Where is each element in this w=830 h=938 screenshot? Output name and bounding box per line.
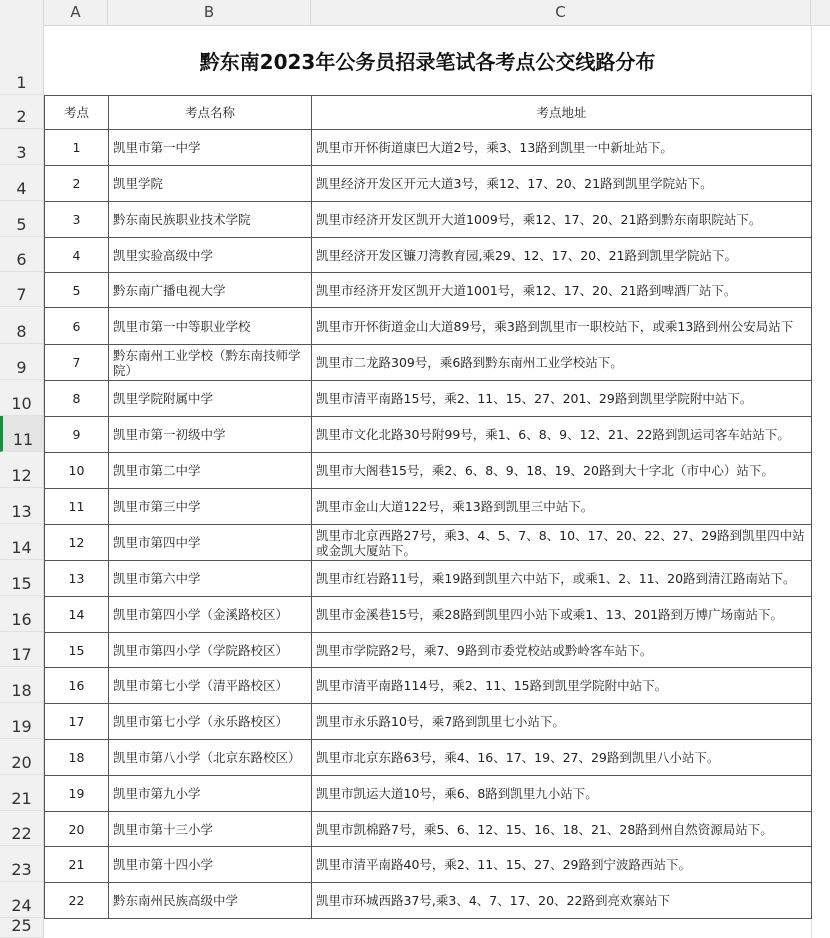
cell-num[interactable]: 21 (45, 847, 109, 883)
cell-num[interactable]: 3 (45, 202, 109, 238)
cell-name[interactable]: 凯里市第六中学 (109, 561, 312, 597)
row-header-18[interactable]: 18 (0, 667, 43, 703)
cell-addr[interactable]: 凯里市环城西路37号,乘3、4、7、17、20、22路到亮欢寨站下 (312, 883, 812, 919)
table-row (45, 381, 812, 417)
table-row (45, 489, 812, 525)
row-header-4[interactable]: 4 (0, 165, 43, 201)
cell-addr[interactable]: 凯里市北京西路27号，乘3、4、5、7、8、10、17、20、22、27、29路到凯里四中站或金凯大厦站下。 (312, 525, 812, 561)
row-header-9[interactable]: 9 (0, 344, 43, 380)
cell-addr[interactable]: 凯里市经济开发区凯开大道1001号，乘12、17、20、21路到啤酒厂站下。 (312, 273, 812, 308)
cell-name[interactable]: 凯里市第三中学 (109, 489, 312, 525)
cell-name[interactable]: 黔东南广播电视大学 (109, 273, 312, 308)
cell-num[interactable]: 5 (45, 273, 109, 308)
table-row (45, 345, 812, 381)
row-header-20[interactable]: 20 (0, 739, 43, 775)
row-header-22[interactable]: 22 (0, 811, 43, 846)
cell-num[interactable]: 19 (45, 776, 109, 812)
column-header-b[interactable]: B (108, 0, 311, 25)
cell-addr[interactable]: 凯里市文化北路30号附99号，乘1、6、8、9、12、21、22路到凯运司客车站站下。 (312, 417, 812, 453)
cell-addr[interactable]: 凯里市北京东路63号，乘4、16、17、19、27、29路到凯里八小站下。 (312, 740, 812, 776)
row-header-2[interactable]: 2 (0, 95, 43, 129)
row-header-8[interactable]: 8 (0, 307, 43, 344)
cell-addr[interactable]: 凯里市金溪巷15号，乘28路到凯里四小站下或乘1、13、201路到万博广场南站下。 (312, 597, 812, 633)
row-header-24[interactable]: 24 (0, 882, 43, 918)
cell-name[interactable]: 凯里市第四小学（学院路校区） (109, 633, 312, 668)
cell-addr[interactable]: 凯里市凯棉路7号，乘5、6、12、15、16、18、21、28路到州自然资源局站下。 (312, 812, 812, 847)
cell-num[interactable]: 1 (45, 130, 109, 166)
table-row (45, 238, 812, 273)
table-header-row (45, 96, 812, 130)
table-row (45, 202, 812, 238)
cell-name[interactable]: 凯里市第四中学 (109, 525, 312, 561)
cell-num[interactable]: 2 (45, 166, 109, 202)
cell-name[interactable]: 凯里市第一初级中学 (109, 417, 312, 453)
cell-num[interactable]: 17 (45, 704, 109, 740)
table-row (45, 561, 812, 597)
table-row (45, 417, 812, 453)
cell-name[interactable]: 黔东南州民族高级中学 (109, 883, 312, 919)
table-row (45, 668, 812, 704)
column-header-c[interactable]: C (311, 0, 811, 25)
cell-name[interactable]: 凯里实验高级中学 (109, 238, 312, 273)
cell-addr[interactable]: 凯里市凯运大道10号，乘6、8路到凯里九小站下。 (312, 776, 812, 812)
column-header-a[interactable]: A (44, 0, 108, 25)
cell-addr[interactable]: 凯里市学院路2号，乘7、9路到市委党校站或黔岭客车站下。 (312, 633, 812, 668)
cell-num[interactable]: 20 (45, 812, 109, 847)
corner-cell[interactable] (0, 0, 44, 25)
cell-num[interactable]: 12 (45, 525, 109, 561)
sheet-title[interactable]: 黔东南2023年公务员招录笔试各考点公交线路分布 (199, 49, 656, 74)
table-row (45, 883, 812, 919)
cell-num[interactable]: 7 (45, 345, 109, 381)
row-header-11[interactable]: 11 (0, 416, 43, 452)
table-row (45, 704, 812, 740)
header-addr[interactable]: 考点地址 (312, 96, 812, 130)
cell-num[interactable]: 11 (45, 489, 109, 525)
table-row (45, 130, 812, 166)
row-header-14[interactable]: 14 (0, 524, 43, 560)
cell-addr[interactable]: 凯里市开怀街道金山大道89号，乘3路到凯里市一职校站下，或乘13路到州公安局站下 (312, 308, 812, 345)
table-row (45, 776, 812, 812)
cell-name[interactable]: 凯里市第一中等职业学校 (109, 308, 312, 345)
cell-num[interactable]: 18 (45, 740, 109, 776)
table-row (45, 812, 812, 847)
cell-addr[interactable]: 凯里经济开发区开元大道3号，乘12、17、20、21路到凯里学院站下。 (312, 166, 812, 202)
cell-name[interactable]: 凯里市第九小学 (109, 776, 312, 812)
header-num[interactable]: 考点 (45, 96, 109, 130)
cell-name[interactable]: 凯里市第十四小学 (109, 847, 312, 883)
cell-num[interactable]: 16 (45, 668, 109, 704)
table-row (45, 597, 812, 633)
data-table (44, 95, 812, 919)
cell-num[interactable]: 4 (45, 238, 109, 273)
cell-name[interactable]: 凯里市第一中学 (109, 130, 312, 166)
table-row (45, 740, 812, 776)
cell-addr[interactable]: 凯里市经济开发区凯开大道1009号，乘12、17、20、21路到黔东南职院站下。 (312, 202, 812, 238)
table-row (45, 847, 812, 883)
header-name[interactable]: 考点名称 (109, 96, 312, 130)
row-header-7[interactable]: 7 (0, 272, 43, 307)
row-header-25[interactable]: 25 (0, 918, 43, 938)
row-header-3[interactable]: 3 (0, 129, 43, 165)
cell-addr[interactable]: 凯里市开怀街道康巴大道2号，乘3、13路到凯里一中新址站下。 (312, 130, 812, 166)
cell-num[interactable]: 13 (45, 561, 109, 597)
table-row (45, 166, 812, 202)
row-header-bar (0, 25, 44, 938)
cell-addr[interactable]: 凯里市红岩路11号，乘19路到凯里六中站下，或乘1、2、11、20路到清江路南站下。 (312, 561, 812, 597)
table-row (45, 633, 812, 668)
table-row (45, 525, 812, 561)
cell-num[interactable]: 10 (45, 453, 109, 489)
cell-addr[interactable]: 凯里市清平南路15号，乘2、11、15、27、201、29路到凯里学院附中站下。 (312, 381, 812, 417)
table-row (45, 273, 812, 308)
cell-addr[interactable]: 凯里经济开发区镰刀湾教育园,乘29、12、17、20、21路到凯里学院站下。 (312, 238, 812, 273)
cell-name[interactable]: 凯里市第二中学 (109, 453, 312, 489)
cell-name[interactable]: 凯里学院附属中学 (109, 381, 312, 417)
cell-name[interactable]: 凯里市第七小学（清平路校区） (109, 668, 312, 704)
cell-addr[interactable]: 凯里市清平南路114号，乘2、11、15路到凯里学院附中站下。 (312, 668, 812, 704)
cell-addr[interactable]: 凯里市清平南路40号，乘2、11、15、27、29路到宁波路西站下。 (312, 847, 812, 883)
row-header-15[interactable]: 15 (0, 560, 43, 596)
cell-name[interactable]: 凯里市第十三小学 (109, 812, 312, 847)
cell-addr[interactable]: 凯里市二龙路309号，乘6路到黔东南州工业学校站下。 (312, 345, 812, 381)
cell-num[interactable]: 15 (45, 633, 109, 668)
row-header-6[interactable]: 6 (0, 237, 43, 272)
cell-addr[interactable]: 凯里市金山大道122号，乘13路到凯里三中站下。 (312, 489, 812, 525)
cell-name[interactable]: 凯里市第七小学（永乐路校区） (109, 704, 312, 740)
cell-addr[interactable]: 凯里市大阁巷15号，乘2、6、8、9、18、19、20路到大十字北（市中心）站下。 (312, 453, 812, 489)
table-row (45, 453, 812, 489)
row-header-12[interactable]: 12 (0, 452, 43, 488)
row-header-1[interactable]: 1 (0, 25, 43, 95)
row-header-5[interactable]: 5 (0, 201, 43, 237)
cell-name[interactable]: 黔东南民族职业技术学院 (109, 202, 312, 238)
cell-name[interactable]: 凯里学院 (109, 166, 312, 202)
cell-num[interactable]: 9 (45, 417, 109, 453)
row-header-17[interactable]: 17 (0, 632, 43, 667)
cell-name[interactable]: 凯里市第八小学（北京东路校区） (109, 740, 312, 776)
table-row (45, 308, 812, 345)
cell-num[interactable]: 6 (45, 308, 109, 345)
cell-addr[interactable]: 凯里市永乐路10号，乘7路到凯里七小站下。 (312, 704, 812, 740)
row-header-21[interactable]: 21 (0, 775, 43, 811)
row-header-16[interactable]: 16 (0, 596, 43, 632)
cell-num[interactable]: 8 (45, 381, 109, 417)
cell-name[interactable]: 黔东南州工业学校（黔东南技师学院） (109, 345, 312, 381)
cell-num[interactable]: 22 (45, 883, 109, 919)
row-header-10[interactable]: 10 (0, 380, 43, 416)
cell-num[interactable]: 14 (45, 597, 109, 633)
column-header-bar (0, 0, 830, 26)
row-header-23[interactable]: 23 (0, 846, 43, 882)
row-header-19[interactable]: 19 (0, 703, 43, 739)
cell-name[interactable]: 凯里市第四小学（金溪路校区） (109, 597, 312, 633)
row-header-13[interactable]: 13 (0, 488, 43, 524)
